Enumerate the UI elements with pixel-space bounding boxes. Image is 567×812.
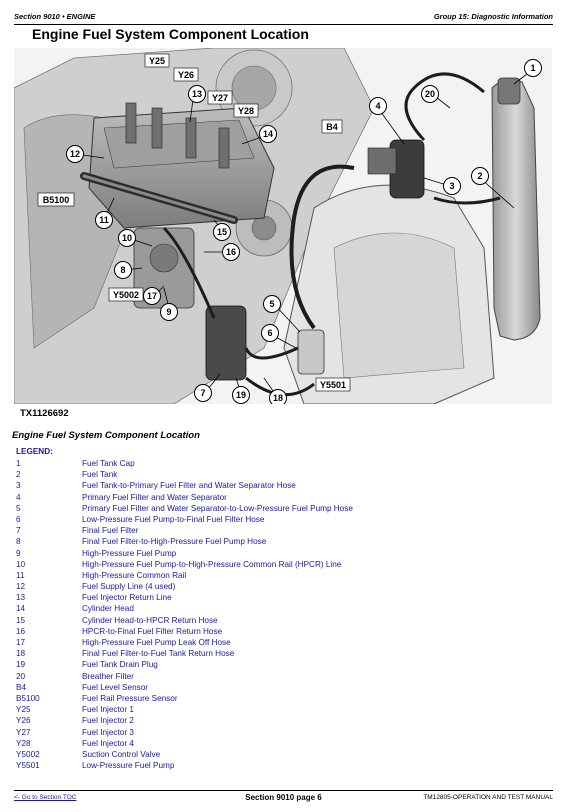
legend-item (16, 492, 536, 503)
legend-key: Y27 (16, 727, 31, 737)
legend-key: Y5002 (16, 749, 40, 759)
legend-key: 19 (16, 660, 26, 670)
callout-b4 (322, 120, 342, 133)
callout-b5100 (38, 193, 74, 206)
svg-text:9: 9 (166, 307, 172, 317)
legend-item (16, 648, 536, 659)
legend-key: B5100 (16, 693, 40, 703)
legend-item (16, 525, 536, 536)
callout-12 (67, 146, 84, 163)
svg-text:Y25: Y25 (148, 56, 166, 66)
legend-item (16, 592, 536, 603)
legend-label: Fuel Rail Pressure Sensor (82, 693, 178, 703)
legend-key: 18 (16, 649, 26, 659)
legend-item (16, 570, 536, 581)
legend-key: 17 (16, 638, 26, 647)
page-header (14, 8, 553, 24)
legend-item (16, 715, 536, 726)
svg-text:13: 13 (191, 89, 203, 99)
legend-item (16, 693, 536, 704)
legend-item (16, 760, 536, 771)
legend-key: 16 (16, 626, 26, 636)
svg-text:16: 16 (225, 247, 237, 257)
legend-label: Final Fuel Filter-to-Fuel Tank Return Hose (82, 649, 235, 659)
legend-label: Fuel Injector 4 (82, 738, 134, 748)
callout-17 (144, 288, 161, 305)
legend-key: B4 (16, 682, 27, 692)
callout-13 (189, 86, 206, 103)
callout-2 (472, 168, 489, 185)
legend-label: Fuel Tank (82, 470, 118, 480)
svg-text:6: 6 (267, 328, 273, 338)
legend-item (16, 682, 536, 693)
callout-19 (233, 387, 250, 404)
legend-label: Fuel Supply Line (4 used) (82, 582, 176, 592)
legend-label: Fuel Injector 1 (82, 705, 134, 715)
legend-label: High-Pressure Fuel Pump Leak Off Hose (82, 638, 231, 647)
legend-title: LEGEND: (16, 447, 53, 456)
callout-11 (96, 212, 113, 229)
callout-y27 (208, 91, 232, 104)
svg-text:Y5501: Y5501 (319, 380, 347, 390)
legend-label: Fuel Injector 2 (82, 716, 134, 726)
callout-6 (262, 325, 279, 342)
legend-key: 10 (16, 559, 26, 569)
figure-caption: Engine Fuel System Component Location (12, 430, 200, 441)
svg-text:11: 11 (99, 215, 109, 225)
legend-label: Low-Pressure Fuel Pump-to-Final Fuel Filter Hose (82, 514, 265, 524)
legend-key: 5 (16, 503, 21, 513)
legend-key: 4 (16, 492, 21, 502)
callout-3 (444, 178, 461, 195)
legend-label: Fuel Tank Cap (82, 459, 135, 468)
svg-text:8: 8 (120, 265, 126, 275)
legend-label: High-Pressure Fuel Pump-to-High-Pressure Common Rail (HPCR) Line (82, 559, 342, 569)
legend-item (16, 671, 536, 682)
legend-label: High-Pressure Common Rail (82, 570, 187, 580)
svg-text:Y27: Y27 (211, 93, 229, 103)
callout-1 (525, 60, 542, 77)
page-title: Engine Fuel System Component Location (32, 26, 309, 42)
legend-key: Y25 (16, 705, 31, 715)
legend-label: Low-Pressure Fuel Pump (82, 761, 175, 771)
legend-key: 3 (16, 481, 21, 491)
svg-text:7: 7 (200, 388, 206, 398)
legend-label: Fuel Injector 3 (82, 727, 134, 737)
svg-text:17: 17 (146, 291, 158, 301)
legend-list (16, 458, 536, 771)
callout-y28 (234, 104, 258, 117)
legend-item (16, 626, 536, 637)
svg-text:14: 14 (262, 129, 274, 139)
legend-label: Final Fuel Filter (82, 526, 139, 536)
svg-text:19: 19 (235, 390, 247, 400)
legend-item (16, 659, 536, 670)
legend-item (16, 480, 536, 491)
legend-key: 12 (16, 582, 26, 592)
legend-label: Fuel Injector Return Line (82, 593, 172, 603)
callout-y26 (174, 68, 198, 81)
legend-label: Fuel Level Sensor (82, 682, 148, 692)
legend-key: 6 (16, 514, 21, 524)
legend-key: 7 (16, 526, 21, 536)
manual-name: TM12805-OPERATION AND TEST MANUAL (423, 794, 553, 801)
legend-item (16, 727, 536, 738)
legend-item (16, 738, 536, 749)
legend-item (16, 581, 536, 592)
svg-text:Y26: Y26 (177, 70, 195, 80)
legend-label: Cylinder Head (82, 604, 134, 614)
legend-item (16, 548, 536, 559)
callout-16 (223, 244, 240, 261)
legend-key: 15 (16, 615, 26, 625)
section-label: Section 9010 • ENGINE (14, 12, 96, 21)
legend-item (16, 704, 536, 715)
callout-4 (370, 98, 387, 115)
legend-key: Y28 (16, 738, 31, 748)
go-to-section-toc-link[interactable]: <- Go to Section TOC (14, 794, 77, 801)
legend-label: Cylinder Head-to-HPCR Return Hose (82, 615, 218, 625)
legend-key: 2 (16, 470, 21, 480)
legend-label: Final Fuel Filter-to-High-Pressure Fuel Pump Hose (82, 537, 267, 547)
callout-y25 (145, 54, 169, 67)
legend-key: 20 (16, 671, 26, 681)
svg-text:B5100: B5100 (42, 195, 70, 205)
svg-text:18: 18 (272, 393, 284, 403)
legend-label: Fuel Tank Drain Plug (82, 660, 158, 670)
callout-8 (115, 262, 132, 279)
legend-key: 9 (16, 548, 21, 558)
callout-14 (260, 126, 277, 143)
legend-item (16, 637, 536, 648)
svg-text:20: 20 (424, 89, 436, 99)
svg-text:B4: B4 (326, 122, 338, 132)
callout-5 (264, 296, 281, 313)
legend-label: High-Pressure Fuel Pump (82, 548, 177, 558)
legend-item (16, 503, 536, 514)
svg-text:Y5002: Y5002 (112, 290, 140, 300)
svg-text:4: 4 (375, 101, 381, 111)
legend-item (16, 749, 536, 760)
figure-id: TX1126692 (20, 408, 69, 419)
legend-key: 13 (16, 593, 26, 603)
engine-fuel-system-figure (14, 48, 552, 404)
legend-label: HPCR-to-Final Fuel Filter Return Hose (82, 626, 223, 636)
legend-item (16, 559, 536, 570)
svg-text:5: 5 (269, 299, 275, 309)
legend-item (16, 469, 536, 480)
callout-y5002 (109, 288, 143, 301)
legend-key: Y26 (16, 716, 31, 726)
header-rule (14, 24, 553, 25)
legend-label: Primary Fuel Filter and Water Separator-to-Low-Pressure Fuel Pump Hose (82, 503, 353, 513)
legend-key: 11 (16, 570, 25, 580)
svg-text:3: 3 (449, 181, 455, 191)
svg-text:Y28: Y28 (237, 106, 255, 116)
callout-18 (270, 390, 287, 405)
legend-label: Primary Fuel Filter and Water Separator (82, 492, 227, 502)
legend-key: Y5501 (16, 761, 40, 771)
legend-item (16, 615, 536, 626)
svg-text:2: 2 (477, 171, 483, 181)
footer-rule (14, 790, 553, 791)
legend-item (16, 603, 536, 614)
callout-9 (161, 304, 178, 321)
callout-15 (214, 224, 231, 241)
callout-7 (195, 385, 212, 402)
legend-label: Suction Control Valve (82, 749, 161, 759)
svg-text:1: 1 (530, 63, 536, 73)
legend-label: Fuel Tank-to-Primary Fuel Filter and Water Separator Hose (82, 481, 296, 491)
page-number: Section 9010 page 6 (245, 793, 322, 802)
legend-item (16, 514, 536, 525)
callout-20 (422, 86, 439, 103)
legend-key: 1 (16, 459, 21, 468)
legend-item (16, 458, 536, 469)
page-footer (14, 790, 553, 810)
svg-text:15: 15 (216, 227, 228, 237)
legend-item (16, 536, 536, 547)
group-label: Group 15: Diagnostic Information (433, 12, 553, 21)
legend-key: 8 (16, 537, 21, 547)
callout-10 (119, 230, 136, 247)
callout-y5501 (316, 378, 350, 391)
legend-key: 14 (16, 604, 26, 614)
svg-text:12: 12 (69, 149, 81, 159)
legend-label: Breather Filter (82, 671, 134, 681)
svg-text:10: 10 (121, 233, 133, 243)
